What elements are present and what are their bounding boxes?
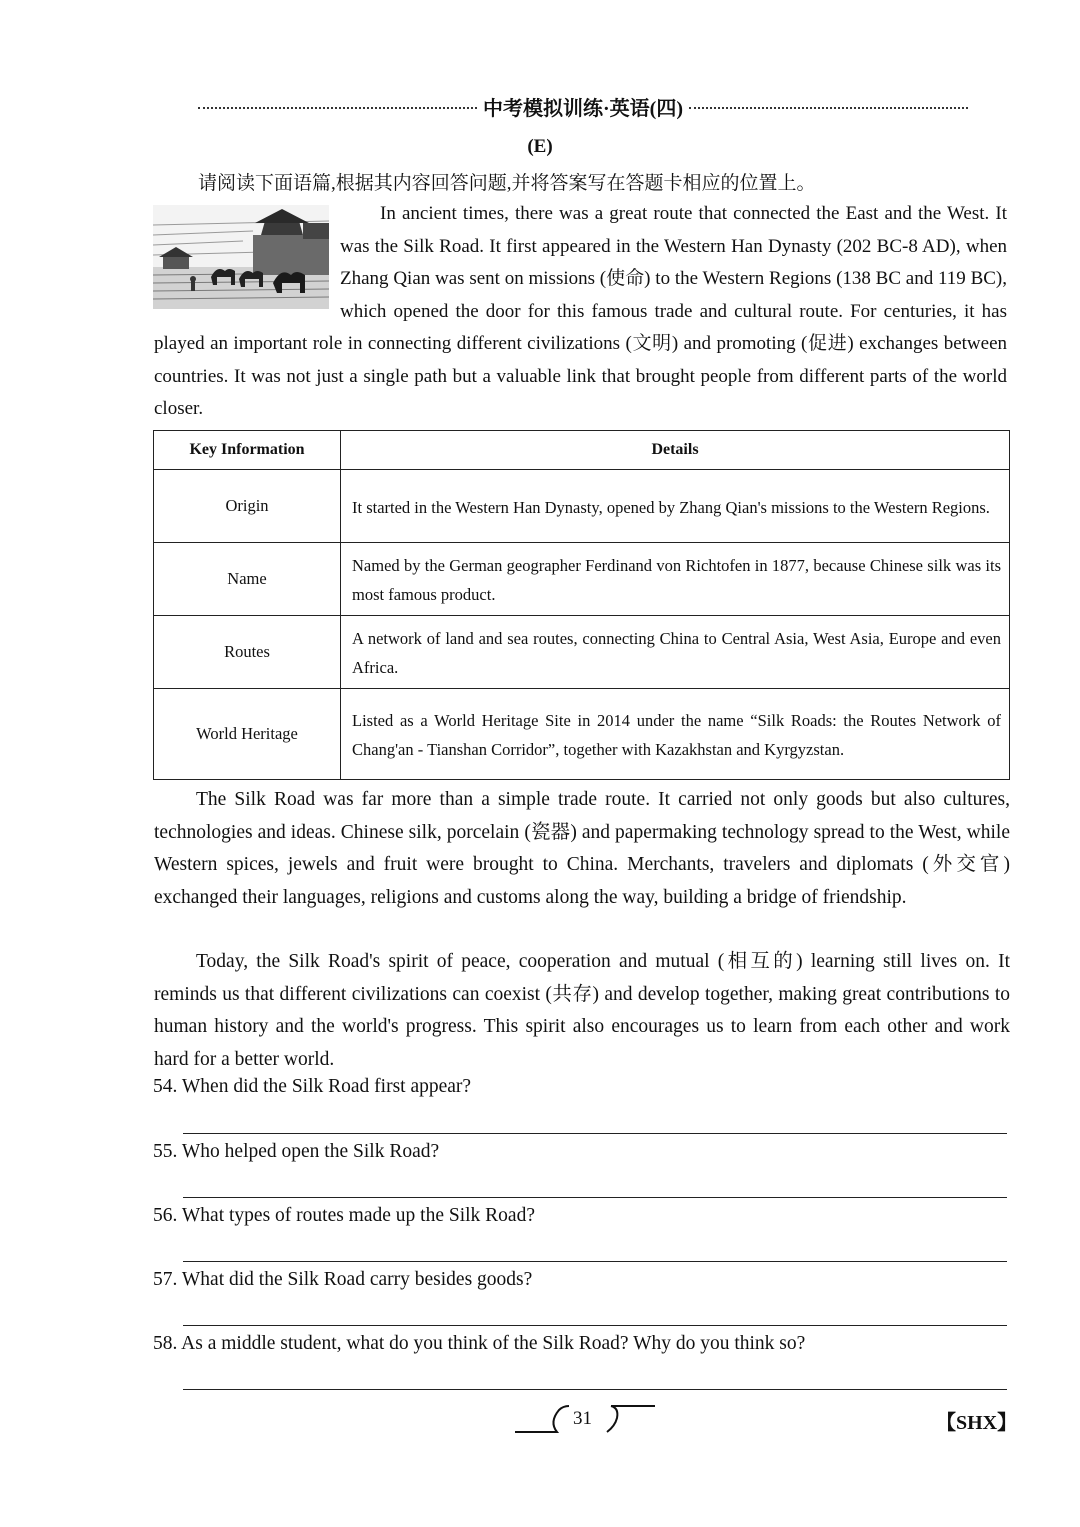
answer-line-57[interactable]: [183, 1325, 1007, 1326]
passage-paragraph-2: The Silk Road was far more than a simple trade route. It carried not only goods but also cultures, technologies and ideas. Chinese silk, porcelain (瓷器) and papermaking technology spread to the West, while Western spices, jewels and fruit were brought to China. Merchants, travelers and diplomats (外交官) exchanged their languages, religions and customs along the way, building a bridge of friendship.: [154, 789, 1010, 908]
instruction-text: 请阅读下面语篇,根据其内容回答问题,并将答案写在答题卡相应的位置上。: [198, 173, 816, 194]
table-cell-key: Origin: [154, 470, 341, 543]
illustration-space: [154, 198, 340, 324]
table-header-row: [154, 431, 1010, 470]
table-cell-detail: A network of land and sea routes, connecting China to Central Asia, West Asia, Europe and even Africa.: [341, 616, 1010, 689]
table-cell-key: Name: [154, 543, 341, 616]
table-row: [154, 689, 1010, 780]
table-header-details: Details: [341, 431, 1010, 470]
section-label: (E): [527, 136, 553, 157]
question-55: 55. Who helped open the Silk Road?: [153, 1141, 440, 1162]
table-cell-detail: Listed as a World Heritage Site in 2014 under the name “Silk Roads: the Routes Network of Chang'an - Tianshan Corridor”, together with Kazakhstan and Kyrgyzstan.: [341, 689, 1010, 780]
passage-paragraph-1-text: In ancient times, there was a great route that connected the East and the West. It was the Silk Road. It first appeared in the Western Han Dynasty (202 BC-8 AD), when Zhang Qian was sent on missions (使命) to the Western Regions (138 BC and 119 BC), which opened the door for this famous trade and cultural route. For centuries, it has played an important role in connecting different civilizations (文明) and promoting (促进) exchanges between countries. It was not just a single path but a valuable link that brought people from different parts of the world closer.: [154, 203, 1007, 419]
page-number-badge: [515, 1400, 655, 1440]
header-dots-left: [198, 107, 477, 109]
passage-paragraph-1: [154, 198, 1007, 426]
table-cell-key: World Heritage: [154, 689, 341, 780]
table-cell-detail: It started in the Western Han Dynasty, opened by Zhang Qian's missions to the Western Regions.: [341, 470, 1010, 543]
passage-paragraph-3: Today, the Silk Road's spirit of peace, cooperation and mutual (相互的) learning still lives on. It reminds us that different civilizations can coexist (共存) and develop together, making great contributions to human history and the world's progress. This spirit also encourages us to learn from each other and work hard for a better world.: [154, 951, 1010, 1070]
answer-line-56[interactable]: [183, 1261, 1007, 1262]
answer-line-54[interactable]: [183, 1133, 1007, 1134]
key-information-table: [153, 430, 1010, 780]
edition-code: 【SHX】: [936, 1412, 1018, 1434]
page-header: [198, 90, 968, 122]
page-number: 31: [573, 1408, 592, 1429]
answer-line-55[interactable]: [183, 1197, 1007, 1198]
table-row: [154, 616, 1010, 689]
question-56: 56. What types of routes made up the Silk Road?: [153, 1205, 535, 1226]
question-57: 57. What did the Silk Road carry besides goods?: [153, 1269, 533, 1290]
header-title: 中考模拟训练·英语(四): [483, 97, 683, 120]
question-54: 54. When did the Silk Road first appear?: [153, 1076, 472, 1097]
table-cell-detail: Named by the German geographer Ferdinand von Richtofen in 1877, because Chinese silk was its most famous product.: [341, 543, 1010, 616]
table-row: [154, 470, 1010, 543]
header-dots-right: [689, 107, 968, 109]
table-cell-key: Routes: [154, 616, 341, 689]
table-header-key: Key Information: [154, 431, 341, 470]
answer-line-58[interactable]: [183, 1389, 1007, 1390]
table-row: [154, 543, 1010, 616]
question-58: 58. As a middle student, what do you think of the Silk Road? Why do you think so?: [153, 1333, 806, 1354]
